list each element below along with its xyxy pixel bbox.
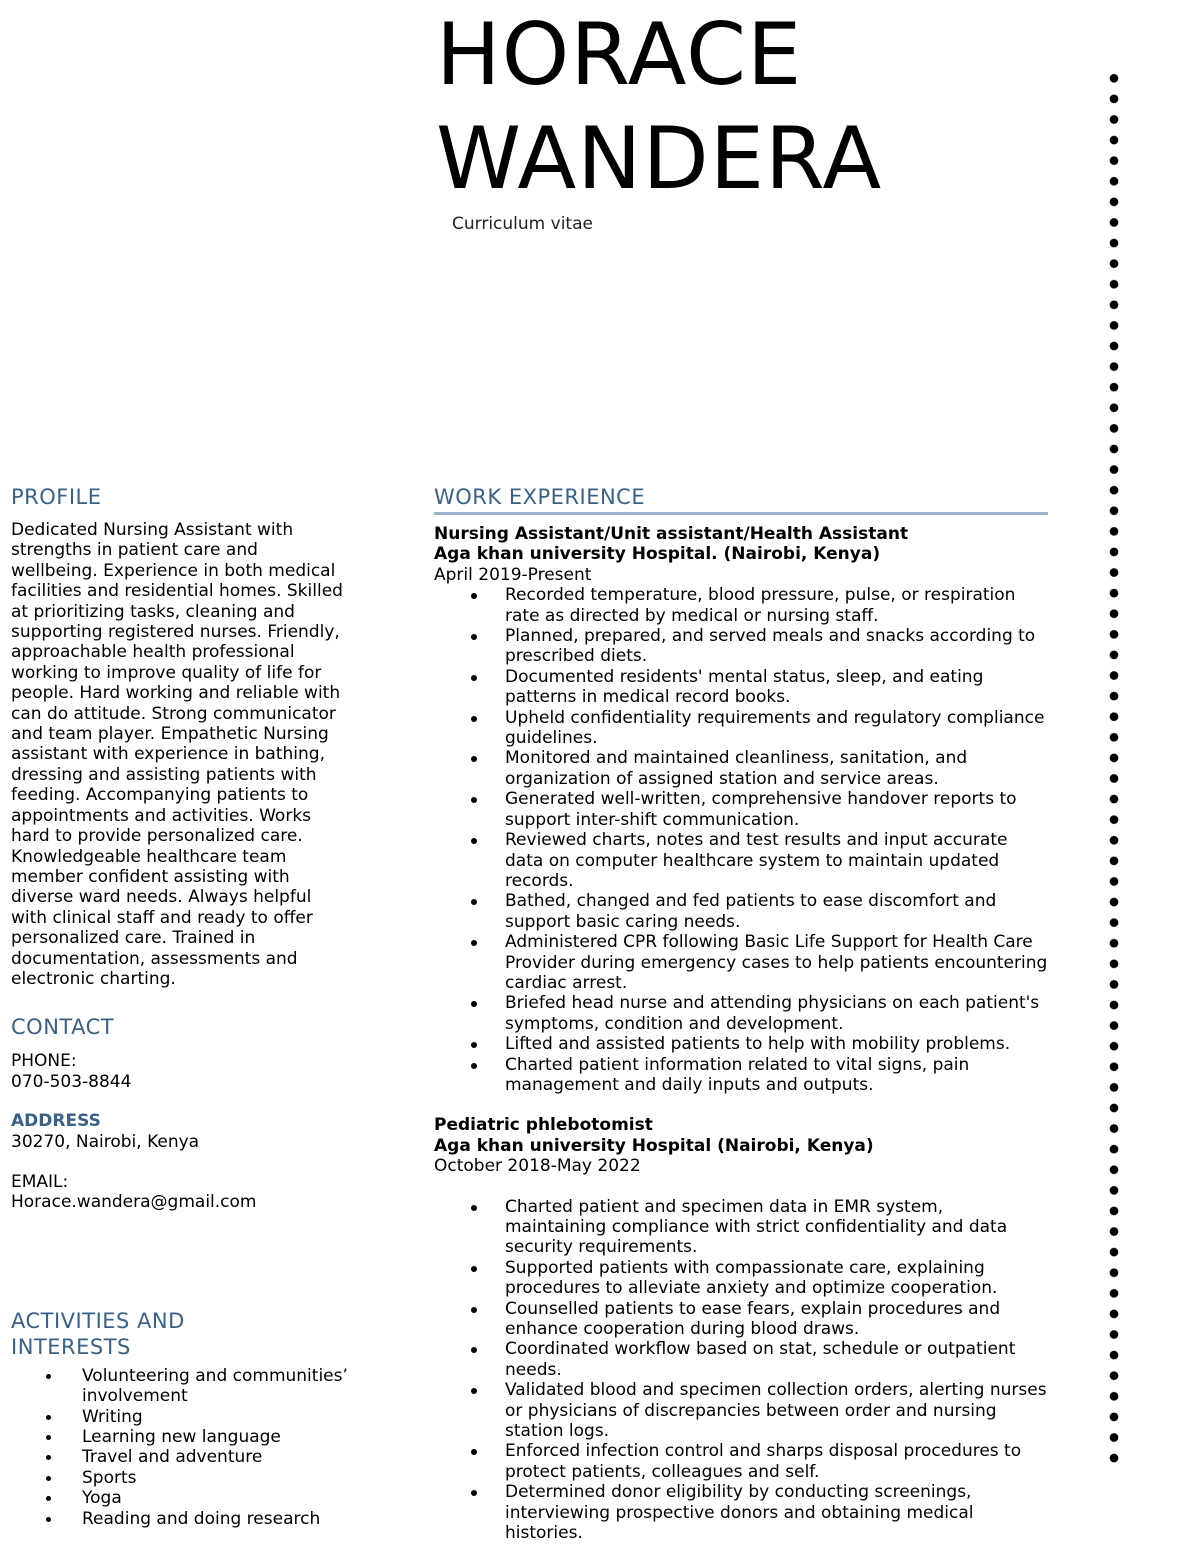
phone-value: 070-503-8844	[11, 1071, 132, 1092]
contact-heading: CONTACT	[11, 1015, 115, 1040]
job-dates: April 2019-Present	[434, 564, 592, 585]
email-link[interactable]: Horace.wandera@gmail.com	[11, 1192, 257, 1213]
list-item: Counselled patients to ease fears, explain procedures and enhance cooperation during blood draws.	[434, 1299, 1048, 1340]
list-item: Planned, prepared, and served meals and snacks according to prescribed diets.	[434, 626, 1048, 667]
right-column	[434, 484, 1048, 1544]
list-item: Enforced infection control and sharps disposal procedures to protect patients, colleagues and self.	[434, 1441, 1048, 1482]
list-item: Determined donor eligibility by conducting screenings, interviewing prospective donors and obtaining medical histories.	[434, 1482, 1048, 1543]
list-item: Reviewed charts, notes and test results and input accurate data on computer healthcare system to maintain updated records.	[434, 830, 1048, 891]
list-item: Learning new language	[11, 1427, 351, 1447]
list-item: Administered CPR following Basic Life Support for Health Care Provider during emergency cases to help patients encountering cardiac arrest.	[434, 932, 1048, 993]
job-title: Nursing Assistant/Unit assistant/Health Assistant	[434, 524, 909, 544]
first-name: HORACE	[436, 5, 803, 105]
duties-list	[434, 585, 1048, 1095]
left-column	[11, 484, 351, 1529]
job-entry	[434, 1115, 1048, 1543]
list-item: Reading and doing research	[11, 1509, 351, 1529]
address-value: 30270, Nairobi, Kenya	[11, 1131, 200, 1152]
job-employer: Aga khan university Hospital (Nairobi, Kenya)	[434, 1135, 874, 1156]
job-dates: October 2018-May 2022	[434, 1156, 641, 1177]
list-item: Validated blood and specimen collection orders, alerting nurses or physicians of discrepancies between order and nursing station logs.	[434, 1380, 1048, 1441]
list-item: Lifted and assisted patients to help with mobility problems.	[434, 1034, 1048, 1054]
profile-text: Dedicated Nursing Assistant with strengths in patient care and wellbeing. Experience in both medical facilities and residential homes. Skilled at prioritizing tasks, cleaning and supporting registered nurses. Friendly, approachable health professional working to improve quality of life for people. Hard working and reliable with can do attitude. Strong communicator and team player. Empathetic Nursing assistant with experience in bathing, dressing and assisting patients with feeding. Accompanying patients to appointments and activities. Works hard to provide personalized care. Knowledgeable healthcare team member confident assisting with diverse ward needs. Always helpful with clinical staff and ready to offer personalized care. Trained in documentation, assessments and electronic charting.	[11, 520, 343, 989]
list-item: Documented residents' mental status, sleep, and eating patterns in medical record books.	[434, 667, 1048, 708]
list-item: Charted patient and specimen data in EMR system, maintaining compliance with strict confidentiality and data security requirements.	[434, 1197, 1048, 1258]
list-item: Supported patients with compassionate care, explaining procedures to alleviate anxiety and optimize cooperation.	[434, 1258, 1048, 1299]
job-employer: Aga khan university Hospital. (Nairobi, Kenya)	[434, 544, 881, 565]
list-item: Bathed, changed and fed patients to ease discomfort and support basic caring needs.	[434, 891, 1048, 932]
decorative-dot-border	[1105, 68, 1123, 1468]
activities-list	[11, 1366, 351, 1529]
list-item: Sports	[11, 1468, 351, 1488]
section-divider	[434, 512, 1048, 515]
activities-heading: ACTIVITIES AND INTERESTS	[11, 1308, 185, 1359]
list-item: Writing	[11, 1407, 351, 1427]
phone-label: PHONE:	[11, 1051, 77, 1072]
job-entry	[434, 524, 1048, 1095]
job-title: Pediatric phlebotomist	[434, 1115, 653, 1136]
list-item: Coordinated workflow based on stat, schedule or outpatient needs.	[434, 1339, 1048, 1380]
document-subtitle: Curriculum vitae	[452, 214, 593, 234]
list-item: Recorded temperature, blood pressure, pulse, or respiration rate as directed by medical or nursing staff.	[434, 585, 1048, 626]
list-item: Monitored and maintained cleanliness, sanitation, and organization of assigned station and service areas.	[434, 748, 1048, 789]
list-item: Generated well-written, comprehensive handover reports to support inter-shift communication.	[434, 789, 1048, 830]
address-label: ADDRESS	[11, 1111, 101, 1132]
list-item: Briefed head nurse and attending physicians on each patient's symptoms, condition and development.	[434, 993, 1048, 1034]
last-name: WANDERA	[436, 109, 883, 209]
email-label: EMAIL:	[11, 1171, 69, 1192]
profile-heading: PROFILE	[11, 485, 102, 509]
work-experience-heading: WORK EXPERIENCE	[434, 485, 646, 509]
list-item: Charted patient information related to vital signs, pain management and daily inputs and outputs.	[434, 1055, 1048, 1096]
list-item: Yoga	[11, 1488, 351, 1508]
list-item: Travel and adventure	[11, 1447, 351, 1467]
duties-list	[434, 1197, 1048, 1544]
list-item: Volunteering and communities’ involvement	[11, 1366, 351, 1407]
list-item: Upheld confidentiality requirements and regulatory compliance guidelines.	[434, 708, 1048, 749]
